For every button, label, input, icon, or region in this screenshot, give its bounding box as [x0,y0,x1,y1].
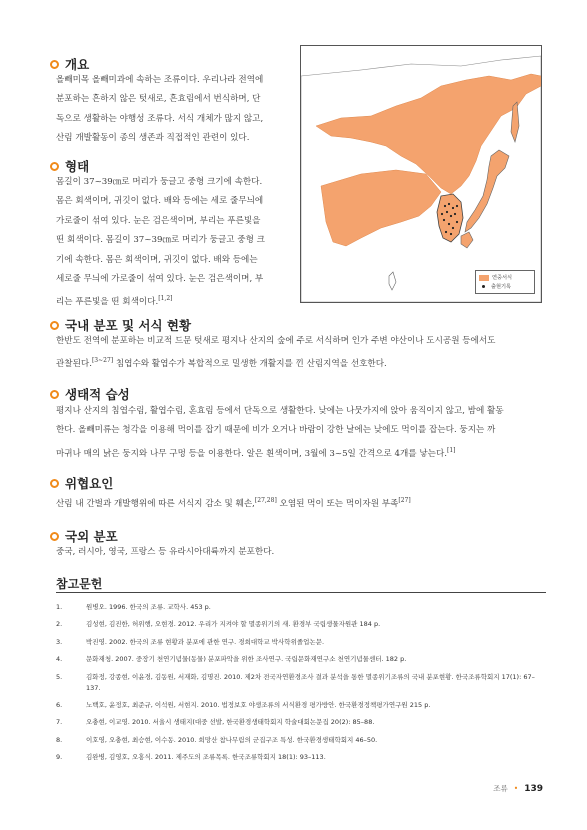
reference-item: 4. 문화재청. 2007. 중장기 천연기념물(동물) 분포파악을 위한 조사연구. 국립문화재연구소 천연기념물센터. 182 p. [56,655,407,664]
reference-item: 2. 김성현, 김진한, 허위행, 오현경. 2012. 우리가 지켜야 할 멸종위기의 새. 환경부 국립생물자원관 184 p. [56,620,381,629]
text-line: 가로줄이 섞여 있다. 눈은 검은색이며, 부리는 푸른빛을 [56,215,261,226]
section-title-ecology: 생태적 습성 [50,385,130,403]
text-line: 기에 속한다. 몸은 회색이며, 귀깃이 없다. 배와 등에는 [56,254,258,265]
text-line: 몸은 회색이며, 귀깃이 없다. 배와 등에는 세로 줄무늬에 [56,196,264,207]
bullet-icon [50,532,59,541]
text-line: 세로줄 무늬에 가로줄이 섞여 있다. 눈은 검은색이며, 부 [56,274,264,285]
section-title-morphology: 형태 [50,157,89,175]
reference-item: 3. 박진영. 2002. 한국의 조류 현황과 분포에 관한 연구. 경희대학교 박사학위졸업논문. [56,637,325,646]
text-line: 관찰된다.[3~27] 침엽수와 활엽수가 복합적으로 밀생한 개활지를 낀 산림지역을 선호한다. [56,357,387,370]
citation: [27,28] [254,497,277,504]
reference-item: 1. 원병오. 1996. 한국의 조류. 교학사. 453 p. [56,603,211,611]
footer-separator: • [513,784,519,793]
distribution-map [300,45,542,303]
reference-item: 7. 오충현, 이교영. 2010. 서울시 생태지(대중 선발, 한국환경생태학회지 학술대회논문집 20(2): 85–88. [56,718,375,727]
text-line: 분포하는 흔하지 않은 텃새로, 흔효림에서 번식하며, 단 [56,94,261,105]
section-title-threats: 위협요인 [50,474,113,492]
bullet-icon [50,60,59,69]
footer-label: 조류 [493,784,508,793]
overview-paragraph [56,71,263,149]
text-line: 몸길이 37~39㎝로 머리가 둥글고 중형 크기에 속한다. [56,177,263,187]
record-dot-icon [482,285,485,288]
citation: [3~27] [91,357,114,365]
section-title-overview: 개요 [50,55,89,73]
text-line: 띤 회색이다. 몸길이 37~39㎝로 머리가 둥글고 중형 크 [56,235,265,246]
section-title-domestic: 국내 분포 및 서식 현황 [50,316,191,334]
reference-item: 8. 이호영, 오충현, 최승현, 이수동. 2010. 희망산 참나무림의 군집구조 특성. 한국환경생태학회지 46–50. [56,735,378,744]
bullet-icon [50,162,59,171]
text-line: 마귀나 매의 낡은 둥지와 나무 구멍 등을 이용한다. 알은 흰색이며, 3월에 3~5일 간격으로 4개를 낳는다.[1] [56,446,456,459]
map-graphic [301,46,541,302]
text-line: 독으로 생활하는 야행성 조류다. 서식 개체가 많지 않고, [56,113,264,124]
reference-item: 5. 김화정, 강종현, 이윤경, 김동원, 서재화, 김명진. 2010. 제2차 전국자연환경조사 결과 분석을 통한 멸종위기조류의 국내 분포현황. 한국조류학회지 17(1): 67–137. [56,672,535,692]
references-list [56,602,546,770]
range-swatch [479,275,489,281]
citation: [1,2] [158,295,173,303]
references-divider [56,592,546,593]
text-line: 올빼미목 올빼미과에 속하는 조류이다. 우리나라 전역에 [56,75,264,85]
reference-item: 9. 김완병, 김영호, 오홍식. 2011. 제주도의 조류목록. 한국조류학회지 18(1): 93–113. [56,753,326,762]
text-line: 한반도 전역에 분포하는 비교적 드문 텃새로 평지나 산지의 숲에 주로 서식하며 인가 주변 야산이나 도시공원 등에서도 [56,336,496,346]
references-title: 참고문헌 [56,577,103,591]
ecology-paragraph [56,402,504,464]
citation: [1] [446,446,456,454]
section-title-foreign: 국외 분포 [50,527,118,545]
text-line: 중국, 러시아, 영국, 프랑스 등 유라시아대륙까지 분포한다. [56,547,275,557]
map-legend [475,270,535,294]
page-number: 139 [524,783,543,794]
text-line: 산림 내 간벌과 개발행위에 따른 서식지 감소 및 훼손,[27,28] 오염된 먹이 또는 먹이자원 부족[27] [56,497,411,509]
text-line: 한다. 올빼미류는 청각을 이용해 먹이를 잡기 때문에 비가 오거나 바람이 강한 날에는 낮에도 먹이를 잡는다. 둥지는 까 [56,425,496,436]
text-line: 산림 개발활동이 종의 생존과 직접적인 관련이 있다. [56,133,250,144]
foreign-paragraph [56,543,274,562]
text-line: 리는 푸른빛을 띤 회색이다.[1,2] [56,295,173,308]
bullet-icon [50,479,59,488]
legend-records: 출현기록 [479,282,531,291]
page-footer [493,783,543,794]
legend-range: 연중서식 [479,273,531,282]
citation: [27] [398,497,411,504]
text-line: 평지나 산지의 침엽수림, 활엽수림, 혼효림 등에서 단독으로 생활한다. 낮에는 나뭇가지에 앉아 움직이지 않고, 밤에 활동 [56,406,504,416]
morphology-paragraph [56,173,265,313]
bullet-icon [50,390,59,399]
reference-item: 6. 노백호, 윤정호, 최준규, 이석원, 서현지. 2010. 법정보호 야생조류의 서식환경 평가방안. 한국환경정책평가연구원 215 p. [56,700,431,709]
domestic-paragraph [56,332,495,375]
threats-paragraph [56,491,411,514]
bullet-icon [50,321,59,330]
